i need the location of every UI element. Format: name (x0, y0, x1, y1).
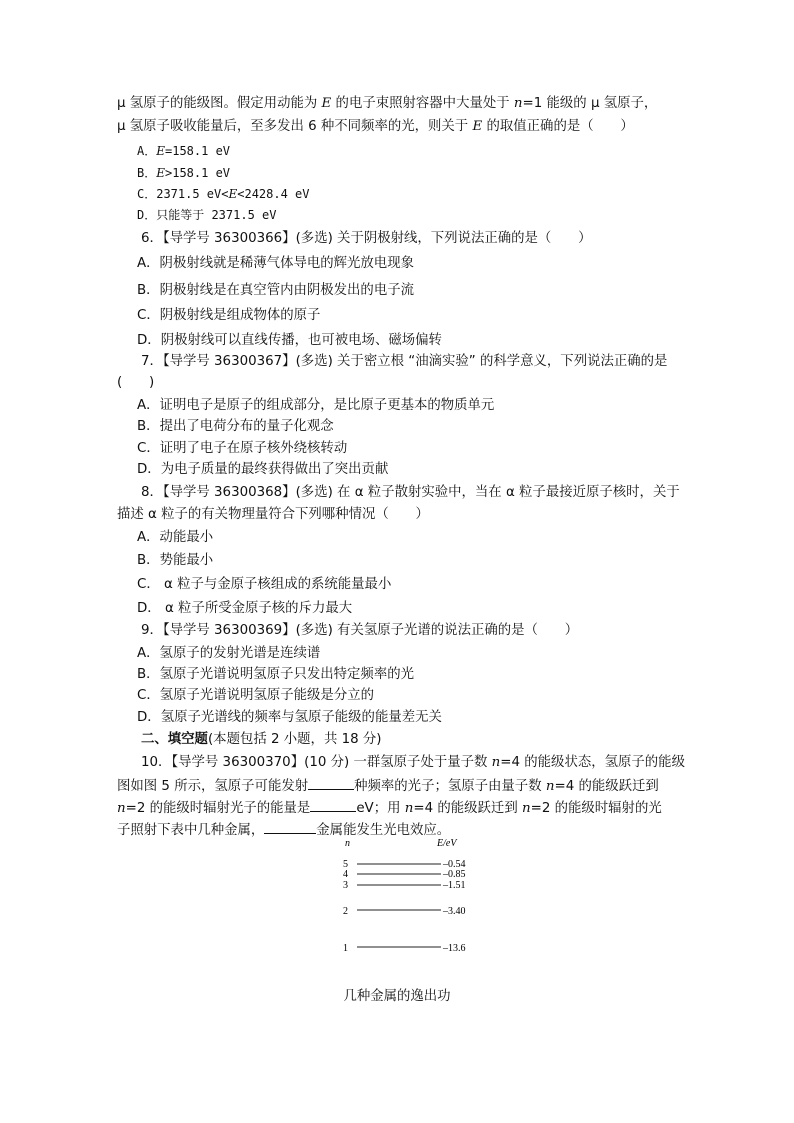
level-2-energy: –3.40 (443, 906, 466, 917)
q7-option-c: C．证明了电子在原子核外绕核转动 (137, 441, 348, 456)
q8-option-c: C． α 粒子与金原子核组成的系统能量最小 (137, 577, 392, 592)
q9-stem: 9．【导学号 36300369】(多选) 有关氢原子光谱的说法正确的是（ ） (141, 623, 579, 638)
q9-option-a: A．氢原子的发射光谱是连续谱 (137, 646, 321, 661)
table-caption: 几种金属的逸出功 (343, 989, 451, 1004)
q7-stem-line1: 7．【导学号 36300367】(多选) 关于密立根 “油滴实验” 的科学意义，下列说法正确的是 (141, 354, 668, 369)
level-5-energy: –0.54 (443, 859, 466, 870)
q5-option-d: D．只能等于 2371.5 eV (137, 208, 277, 222)
q7-option-d: D．为电子质量的最终获得做出了突出贡献 (137, 462, 389, 477)
diagram-energy-header: E/eV (437, 838, 457, 849)
q10-line3: n=2 的能级时辐射光子的能量是 eV；用 n=4 的能级跃迁到 n=2 的能级时辐射的光 (117, 797, 662, 819)
q5-option-a: A．E=158.1 eV (137, 144, 231, 158)
q9-option-c: C．氢原子光谱说明氢原子能级是分立的 (137, 688, 374, 703)
q6-option-d: D．阴极射线可以直线传播，也可被电场、磁场偏转 (137, 333, 442, 348)
q5-option-b: B．E>158.1 eV (137, 166, 231, 180)
level-2-label: 2 (343, 906, 348, 917)
answer-blank-1[interactable] (308, 775, 354, 790)
q8-stem-line2: 描述 α 粒子的有关物理量符合下列哪种情况（ ） (117, 507, 429, 522)
level-5-label: 5 (343, 859, 348, 870)
level-3-label: 3 (343, 880, 348, 891)
diagram-n-header: n (345, 838, 350, 849)
section-heading: 二、填空题(本题包括 2 小题，共 18 分) (141, 732, 382, 747)
q9-option-d: D．氢原子光谱线的频率与氢原子能级的能量差无关 (137, 710, 442, 725)
q6-option-c: C．阴极射线是组成物体的原子 (137, 308, 321, 323)
q8-stem-line1: 8．【导学号 36300368】(多选) 在 α 粒子散射实验中，当在 α 粒子最接近原子核时，关于 (141, 485, 680, 500)
q8-option-a: A．动能最小 (137, 530, 214, 545)
q10-line4: 子照射下表中几种金属， 金属能发生光电效应。 (117, 819, 450, 841)
q5-option-c: C．2371.5 eV<E<2428.4 eV (137, 187, 310, 201)
q5-stem-line1: μ 氢原子的能级图。假定用动能为 E 的电子束照射容器中大量处于 n=1 能级的 μ 氢原子， (117, 96, 658, 111)
q5-stem-line2: μ 氢原子吸收能量后，至多发出 6 种不同频率的光，则关于 E 的取值正确的是（ ） (117, 119, 634, 134)
q7-stem-line2: ( ) (117, 375, 155, 390)
q7-option-a: A．证明电子是原子的组成部分，是比原子更基本的物质单元 (137, 398, 495, 413)
answer-blank-3[interactable] (264, 819, 316, 834)
energy-level-diagram (335, 836, 485, 961)
q7-option-b: B．提出了电荷分布的量子化观念 (137, 419, 334, 434)
q6-stem: 6．【导学号 36300366】(多选) 关于阴极射线，下列说法正确的是（ ） (141, 231, 592, 246)
level-1-label: 1 (343, 943, 348, 954)
q8-option-b: B．势能最小 (137, 553, 214, 568)
level-1-energy: –13.6 (443, 943, 466, 954)
answer-blank-2[interactable] (310, 797, 356, 812)
q10-line2: 图如图 5 所示，氢原子可能发射 种频率的光子；氢原子由量子数 n=4 的能级跃迁到 (117, 775, 659, 797)
q10-line1: 10．【导学号 36300370】(10 分) 一群氢原子处于量子数 n=4 的能级状态，氢原子的能级 (141, 755, 685, 770)
q8-option-d: D． α 粒子所受金原子核的斥力最大 (137, 601, 353, 616)
level-3-energy: –1.51 (443, 880, 466, 891)
q6-option-a: A．阴极射线就是稀薄气体导电的辉光放电现象 (137, 256, 414, 271)
q6-option-b: B．阴极射线是在真空管内由阴极发出的电子流 (137, 283, 414, 298)
q9-option-b: B．氢原子光谱说明氢原子只发出特定频率的光 (137, 667, 414, 682)
level-4-energy: –0.85 (443, 869, 466, 880)
level-4-label: 4 (343, 869, 348, 880)
